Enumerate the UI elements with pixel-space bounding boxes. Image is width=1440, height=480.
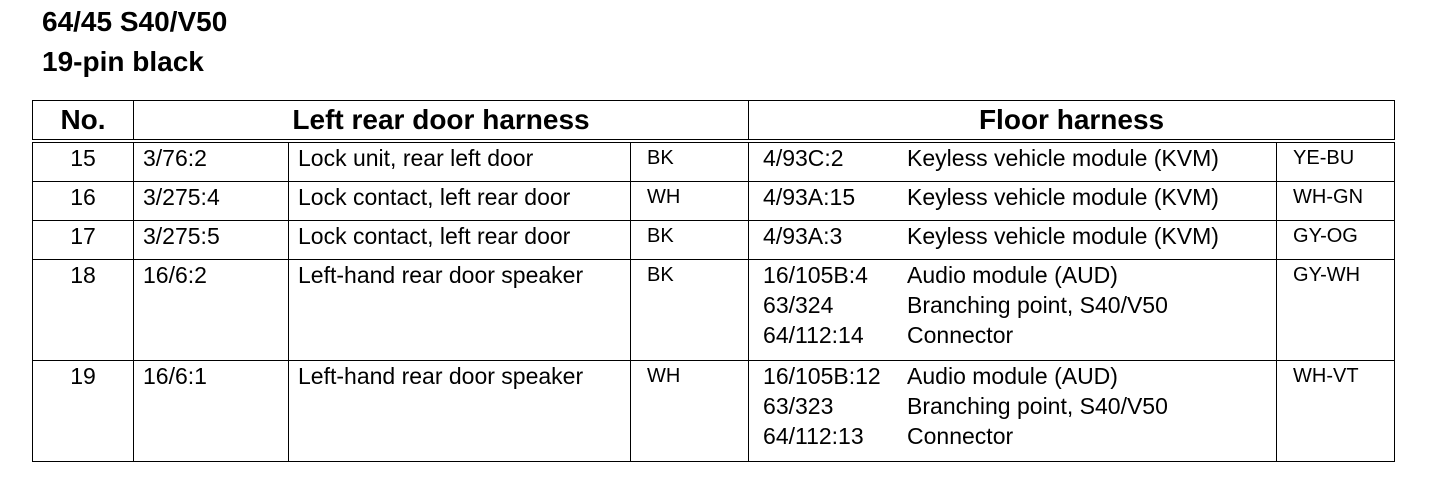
left-description: Left-hand rear door speaker	[289, 260, 631, 361]
floor-connections	[749, 221, 1277, 260]
floor-description: Audio module (AUD)	[907, 363, 1118, 389]
floor-wire-color: WH-GN	[1277, 182, 1395, 221]
pin-number: 15	[33, 141, 134, 182]
floor-description: Keyless vehicle module (KVM)	[907, 223, 1219, 249]
pin-number: 18	[33, 260, 134, 361]
table-row	[33, 361, 1395, 462]
left-description: Lock unit, rear left door	[289, 141, 631, 182]
floor-connections	[749, 182, 1277, 221]
pin-table-body	[33, 141, 1395, 462]
table-row	[33, 182, 1395, 221]
floor-description: Connector	[907, 423, 1014, 449]
floor-connections	[749, 361, 1277, 462]
left-ref: 3/275:4	[134, 182, 289, 221]
pin-number: 17	[33, 221, 134, 260]
floor-wire-color: GY-OG	[1277, 221, 1395, 260]
floor-connections	[749, 141, 1277, 182]
pin-number: 19	[33, 361, 134, 462]
floor-connection	[763, 391, 1276, 421]
left-wire-color: BK	[631, 260, 749, 361]
floor-ref: 64/112:13	[763, 423, 864, 449]
pin-table	[32, 100, 1395, 462]
left-ref: 3/76:2	[134, 141, 289, 182]
floor-ref: 4/93A:15	[763, 184, 856, 210]
floor-wire-color: WH-VT	[1277, 361, 1395, 462]
left-description: Left-hand rear door speaker	[289, 361, 631, 462]
floor-connection	[763, 421, 1276, 451]
floor-wire-color: GY-WH	[1277, 260, 1395, 361]
left-wire-color: WH	[631, 361, 749, 462]
floor-description: Keyless vehicle module (KVM)	[907, 184, 1219, 210]
left-wire-color: WH	[631, 182, 749, 221]
floor-connection	[763, 320, 1276, 350]
floor-description: Keyless vehicle module (KVM)	[907, 145, 1219, 171]
left-ref: 16/6:1	[134, 361, 289, 462]
floor-ref: 63/323	[763, 393, 834, 419]
header-floor-harness: Floor harness	[749, 101, 1395, 142]
floor-description: Audio module (AUD)	[907, 262, 1118, 288]
floor-description: Branching point, S40/V50	[907, 292, 1168, 318]
floor-connection	[763, 260, 1276, 290]
pin-number: 16	[33, 182, 134, 221]
left-description: Lock contact, left rear door	[289, 221, 631, 260]
header-no: No.	[33, 101, 134, 142]
floor-connection	[763, 182, 1276, 212]
floor-connections	[749, 260, 1277, 361]
floor-ref: 16/105B:4	[763, 262, 868, 288]
connector-title: 64/45 S40/V50	[42, 6, 228, 37]
floor-ref: 4/93C:2	[763, 145, 844, 171]
table-row	[33, 141, 1395, 182]
floor-connection	[763, 290, 1276, 320]
header-left-rear-door-harness: Left rear door harness	[134, 101, 749, 142]
floor-connection	[763, 221, 1276, 251]
floor-ref: 16/105B:12	[763, 363, 881, 389]
floor-ref: 64/112:14	[763, 322, 864, 348]
table-header-row	[33, 101, 1395, 142]
left-wire-color: BK	[631, 221, 749, 260]
table-row	[33, 221, 1395, 260]
floor-description: Connector	[907, 322, 1014, 348]
connector-subtitle: 19-pin black	[42, 46, 204, 77]
floor-ref: 63/324	[763, 292, 834, 318]
left-ref: 16/6:2	[134, 260, 289, 361]
floor-connection	[763, 361, 1276, 391]
floor-connection	[763, 143, 1276, 173]
floor-wire-color: YE-BU	[1277, 141, 1395, 182]
floor-description: Branching point, S40/V50	[907, 393, 1168, 419]
table-row	[33, 260, 1395, 361]
left-wire-color: BK	[631, 141, 749, 182]
left-description: Lock contact, left rear door	[289, 182, 631, 221]
left-ref: 3/275:5	[134, 221, 289, 260]
floor-ref: 4/93A:3	[763, 223, 843, 249]
